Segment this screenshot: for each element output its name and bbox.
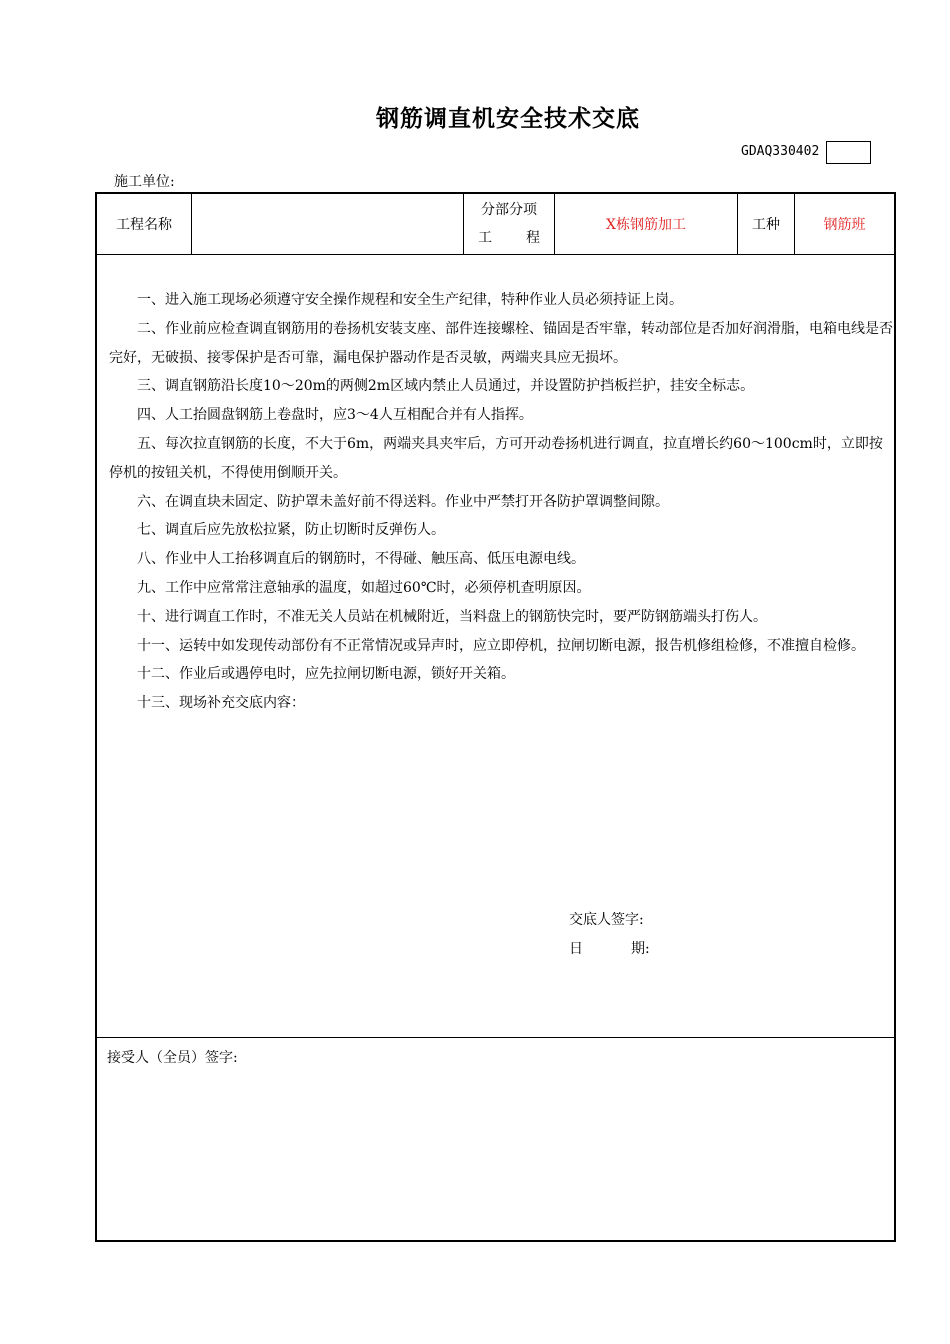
date-label	[569, 938, 650, 958]
instruction-item: 二、作业前应检查调直钢筋用的卷扬机安装支座、部件连接螺栓、锚固是否牢靠，转动部位是否加好润滑脂，电箱电线是否完好，无破损、接零保护是否可靠，漏电保护器动作是否灵敏，两端夹具应无损坏。	[109, 320, 893, 366]
project-name-label: 工程名称	[116, 217, 172, 233]
instruction-item: 一、进入施工现场必须遵守安全操作规程和安全生产纪律，特种作业人员必须持证上岗。	[137, 292, 683, 308]
signer-label: 交底人签字:	[569, 912, 644, 928]
sub-project-label-line2	[478, 224, 540, 252]
instruction-item: 十、进行调直工作时，不准无关人员站在机械附近，当料盘上的钢筋快完时，要严防钢筋端头打伤人。	[137, 608, 767, 625]
instruction-item: 三、调直钢筋沿长度10～20m的两侧2m区域内禁止人员通过，并设置防护挡板拦护，挂安全标志。	[137, 378, 755, 395]
instruction-item: 七、调直后应先放松拉紧，防止切断时反弹伤人。	[137, 522, 445, 539]
document-title: 钢筋调直机安全技术交底	[376, 106, 640, 132]
trade-label: 工种	[752, 217, 780, 233]
instruction-item: 六、在调直块未固定、防护罩未盖好前不得送料。作业中严禁打开各防护罩调整间隙。	[137, 493, 669, 510]
safety-instructions	[97, 286, 893, 718]
date-label-char: 日	[569, 941, 583, 957]
sub-project-label-char2: 程	[526, 230, 540, 246]
receiver-signature-label: 接受人（全员）签字:	[107, 1050, 238, 1066]
instruction-item: 五、每次拉直钢筋的长度，不大于6m，两端夹具夹牢后，方可开动卷扬机进行调直，拉直增长约60～100cm时，立即按停机的按钮关机，不得使用倒顺开关。	[109, 435, 883, 481]
sub-project-label-char1: 工	[478, 230, 492, 246]
sub-project-label	[464, 194, 554, 254]
instruction-item: 八、作业中人工抬移调直后的钢筋时，不得碰、触压高、低压电源电线。	[137, 551, 585, 568]
date-label-rest: 期:	[631, 941, 650, 957]
instruction-item: 四、人工抬圆盘钢筋上卷盘时，应3～4人互相配合并有人指挥。	[137, 407, 533, 424]
trade-value[interactable]: 钢筋班	[823, 217, 866, 233]
instruction-item: 十三、现场补充交底内容：	[137, 695, 305, 712]
sub-project-value[interactable]: X栋钢筋加工	[606, 217, 686, 233]
instruction-item: 十一、运转中如发现传动部份有不正常情况或异声时，应立即停机，拉闸切断电源，报告机修组检修，不准擅自检修。	[137, 637, 865, 654]
document-code: GDAQ330402	[741, 144, 820, 159]
instruction-item: 十二、作业后或遇停电时，应先拉闸切断电源，锁好开关箱。	[137, 666, 515, 683]
project-name-value[interactable]	[192, 194, 463, 254]
form-table	[95, 192, 896, 1242]
code-number-box[interactable]	[826, 141, 871, 164]
sub-project-label-line1: 分部分项	[481, 202, 537, 218]
instruction-item: 九、工作中应常常注意轴承的温度，如超过60℃时，必须停机查明原因。	[137, 579, 591, 596]
construction-unit-label: 施工单位:	[114, 174, 175, 190]
